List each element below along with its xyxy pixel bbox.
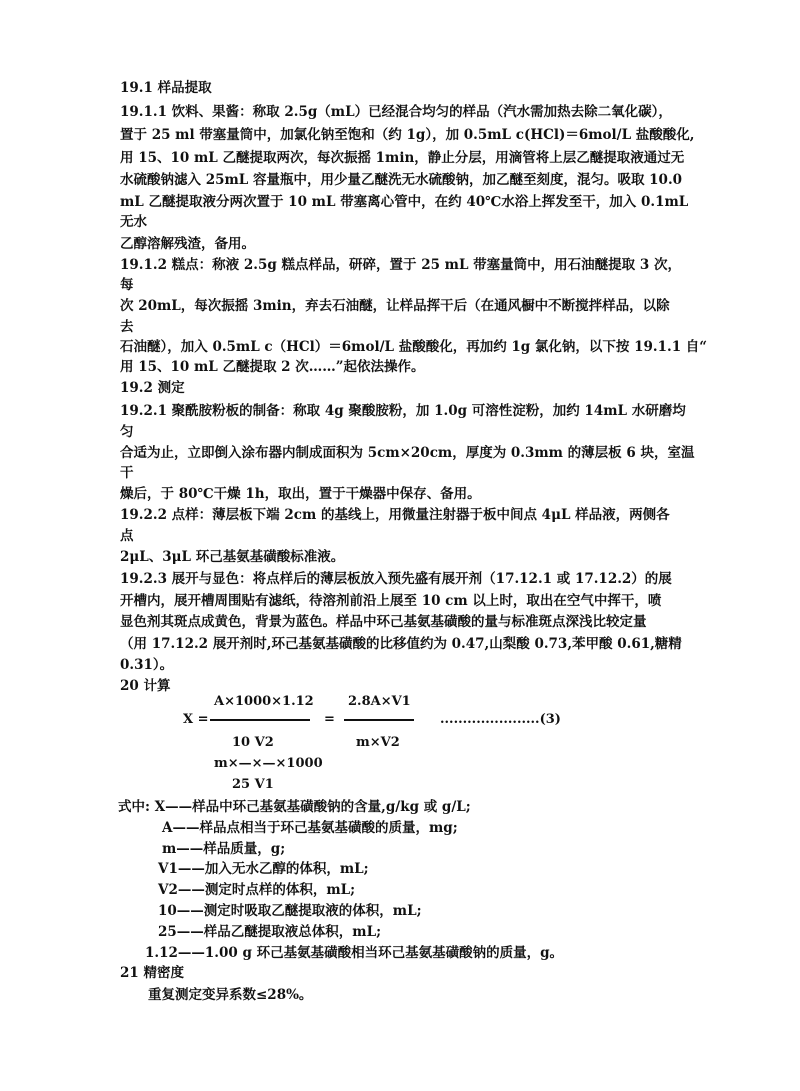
formula-numerator-1: A×1000×1.12	[214, 694, 314, 709]
definition-m: m——样品质量，g;	[162, 841, 286, 857]
formula-denominator-1-bottom: 25 V1	[232, 777, 274, 792]
text-line: 匀	[120, 424, 134, 440]
text-line: 水硫酸钠滤入 25mL 容量瓶中，用少量乙醚洗无水硫酸钠，加乙醚至刻度，混匀。吸取 10.0	[120, 172, 683, 188]
definition-25: 25——样品乙醚提取液总体积，mL;	[158, 924, 382, 940]
text-line: 显色剂其斑点成黄色，背景为蓝色。样品中环己基氨基磺酸的量与标准斑点深浅比较定量	[120, 614, 647, 630]
fraction-bar	[210, 719, 310, 721]
text-line: 点	[120, 528, 134, 544]
text-line: 19.1.1 饮料、果酱：称取 2.5g（mL）已经混合均匀的样品（汽水需加热去除二氧化碳），	[120, 104, 672, 120]
text-line: 每	[120, 277, 134, 293]
text-line: 去	[120, 319, 134, 335]
text-line: 燥后，于 80℃干燥 1h，取出，置于干燥器中保存、备用。	[120, 486, 481, 502]
definition-a: A——样品点相当于环己基氨基磺酸的质量，mg;	[162, 820, 458, 836]
text-line: 无水	[120, 214, 147, 230]
section-19-1-2-line: 19.1.2 糕点：称液 2.5g 糕点样品，研碎，置于 25 mL 带塞量筒中，用石油醚提取 3 次，	[120, 257, 681, 273]
text-line: （用 17.12.2 展开剂时,环己基氨基磺酸的比移值约为 0.47,山梨酸 0.73,苯甲酸 0.61,糖精	[120, 636, 682, 652]
formula-number: ......................(3)	[440, 712, 561, 727]
text-line: 石油醚），加入 0.5mL c（HCl）＝6mol/L 盐酸酸化，再加约 1g 氯化钠，以下按 19.1.1 自“	[120, 339, 708, 355]
formula-denominator-2: m×V2	[356, 735, 400, 750]
definition-v1: V1——加入无水乙醇的体积，mL;	[158, 861, 369, 877]
formula-denominator-1-top: 10 V2	[232, 735, 274, 750]
formula-lhs: X =	[183, 712, 209, 727]
section-19-2-2-line: 19.2.2 点样：薄层板下端 2cm 的基线上，用微量注射器于板中间点 4μL 样品液，两侧各	[120, 507, 670, 523]
text-line: 用 15、10 mL 乙醚提取两次，每次振摇 1min，静止分层，用滴管将上层乙醚提取液通过无	[120, 150, 685, 166]
text-line: 干	[120, 465, 134, 481]
text-line: 合适为止，立即倒入涂布器内制成面积为 5cm×20cm，厚度为 0.3mm 的薄层板 6 块，室温	[120, 445, 695, 461]
formula-denominator-1-mid: m×—×—×1000	[214, 756, 323, 771]
text-line: 次 20mL，每次振摇 3min，弃去石油醚，让样品挥干后（在通风橱中不断搅拌样品，以除	[120, 298, 670, 314]
section-20-heading: 20 计算	[120, 678, 171, 694]
section-19-2-heading: 19.2 测定	[120, 380, 185, 396]
definition-10: 10——测定时吸取乙醚提取液的体积，mL;	[158, 903, 422, 919]
section-19-2-3-line: 19.2.3 展开与显色：将点样后的薄层板放入预先盛有展开剂（17.12.1 或 17.12.2）的展	[120, 571, 672, 587]
text-line: mL 乙醚提取液分两次置于 10 mL 带塞离心管中，在约 40℃水浴上挥发至干，加入 0.1mL	[120, 194, 689, 210]
text-line: 0.31）。	[120, 657, 174, 673]
section-19-2-1-line: 19.2.1 聚酰胺粉板的制备：称取 4g 聚酸胺粉，加 1.0g 可溶性淀粉，加约 14mL 水研磨均	[120, 403, 686, 419]
definition-v2: V2——测定时点样的体积，mL;	[158, 882, 356, 898]
text-line: 开槽内，展开槽周围贴有滤纸，待溶剂前沿上展至 10 cm 以上时，取出在空气中挥干，喷	[120, 593, 662, 609]
section-19-1-heading: 19.1 样品提取	[120, 80, 212, 96]
section-21-heading: 21 精密度	[120, 965, 184, 981]
definition-1-12: 1.12——1.00 g 环己基氨基磺酸相当环己基氨基磺酸钠的质量，g。	[145, 945, 564, 961]
definition-x: 式中: X——样品中环己基氨基磺酸钠的含量,g/kg 或 g/L;	[118, 799, 471, 815]
text-line: 2μL、3μL 环己基氨基磺酸标准液。	[120, 549, 345, 565]
formula-numerator-2: 2.8A×V1	[348, 694, 411, 709]
formula-equals: =	[324, 712, 335, 727]
precision-text: 重复测定变异系数≤28%。	[148, 987, 313, 1003]
text-line: 用 15、10 mL 乙醚提取 2 次……”起依法操作。	[120, 359, 425, 375]
text-line: 乙醇溶解残渣，备用。	[120, 236, 255, 252]
fraction-bar	[344, 719, 414, 721]
text-line: 置于 25 ml 带塞量筒中，加氯化钠至饱和（约 1g），加 0.5mL c(HCl)＝6mol/L 盐酸酸化,	[120, 127, 695, 143]
